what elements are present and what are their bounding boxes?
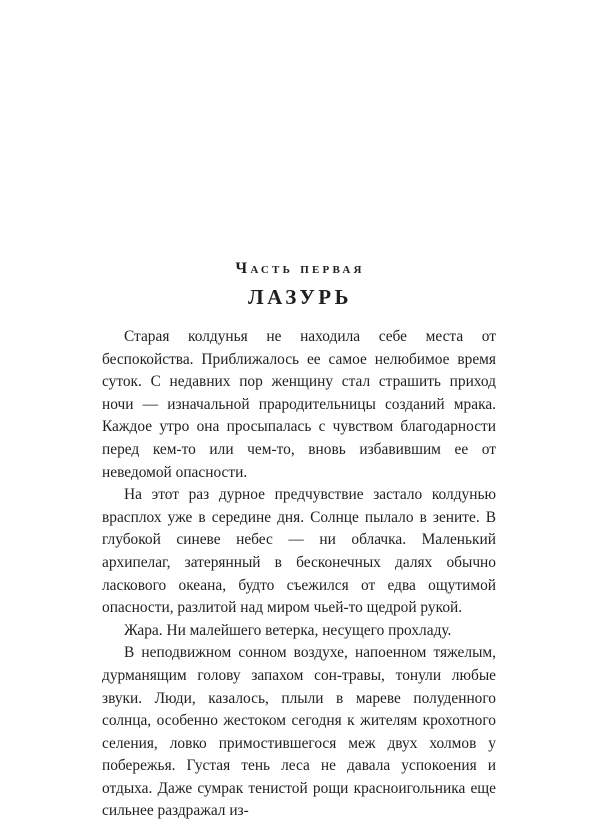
body-text [102, 326, 496, 823]
chapter-heading [0, 258, 600, 311]
part-title: ЛАЗУРЬ [248, 285, 352, 309]
paragraph-3: Жара. Ни малейшего ветерка, несущего прохладу. [124, 621, 452, 639]
paragraph-1: Старая колдунья не находила себе места от беспокойства. Приближалось ее самое нелюбимое время суток. С недавних пор женщину стал страшить приход ночи — изначальной прародительницы созданий мрака. Каждое утро она просыпалась с чувством благодарности перед кем-то или чем-то, вновь избавившим ее от неведомой опасности. [102, 328, 496, 481]
paragraph-4: В неподвижном сонном воздухе, напоенном тяжелым, дурманящим голову запахом сон-травы, тонули любые звуки. Люди, казалось, плыли в мареве полуденного солнца, особенно жестоком сегодня к жителям крохотного селения, ловко примостившегося меж двух холмов у побережья. Густая тень леса не давала успокоения и отдыха. Даже сумрак тенистой рощи красноигольника еще сильнее раздражал из- [102, 644, 496, 820]
paragraph-2: На этот раз дурное предчувствие застало колдунью врасплох уже в середине дня. Солнце пылало в зените. В глубокой синеве небес — ни облачка. Маленький архипелаг, затерянный в бесконечных далях обычно ласкового океана, будто съежился от едва ощутимой опасности, разлитой над миром чьей-то щедрой рукой. [102, 486, 496, 617]
part-label: Часть первая [235, 260, 365, 277]
